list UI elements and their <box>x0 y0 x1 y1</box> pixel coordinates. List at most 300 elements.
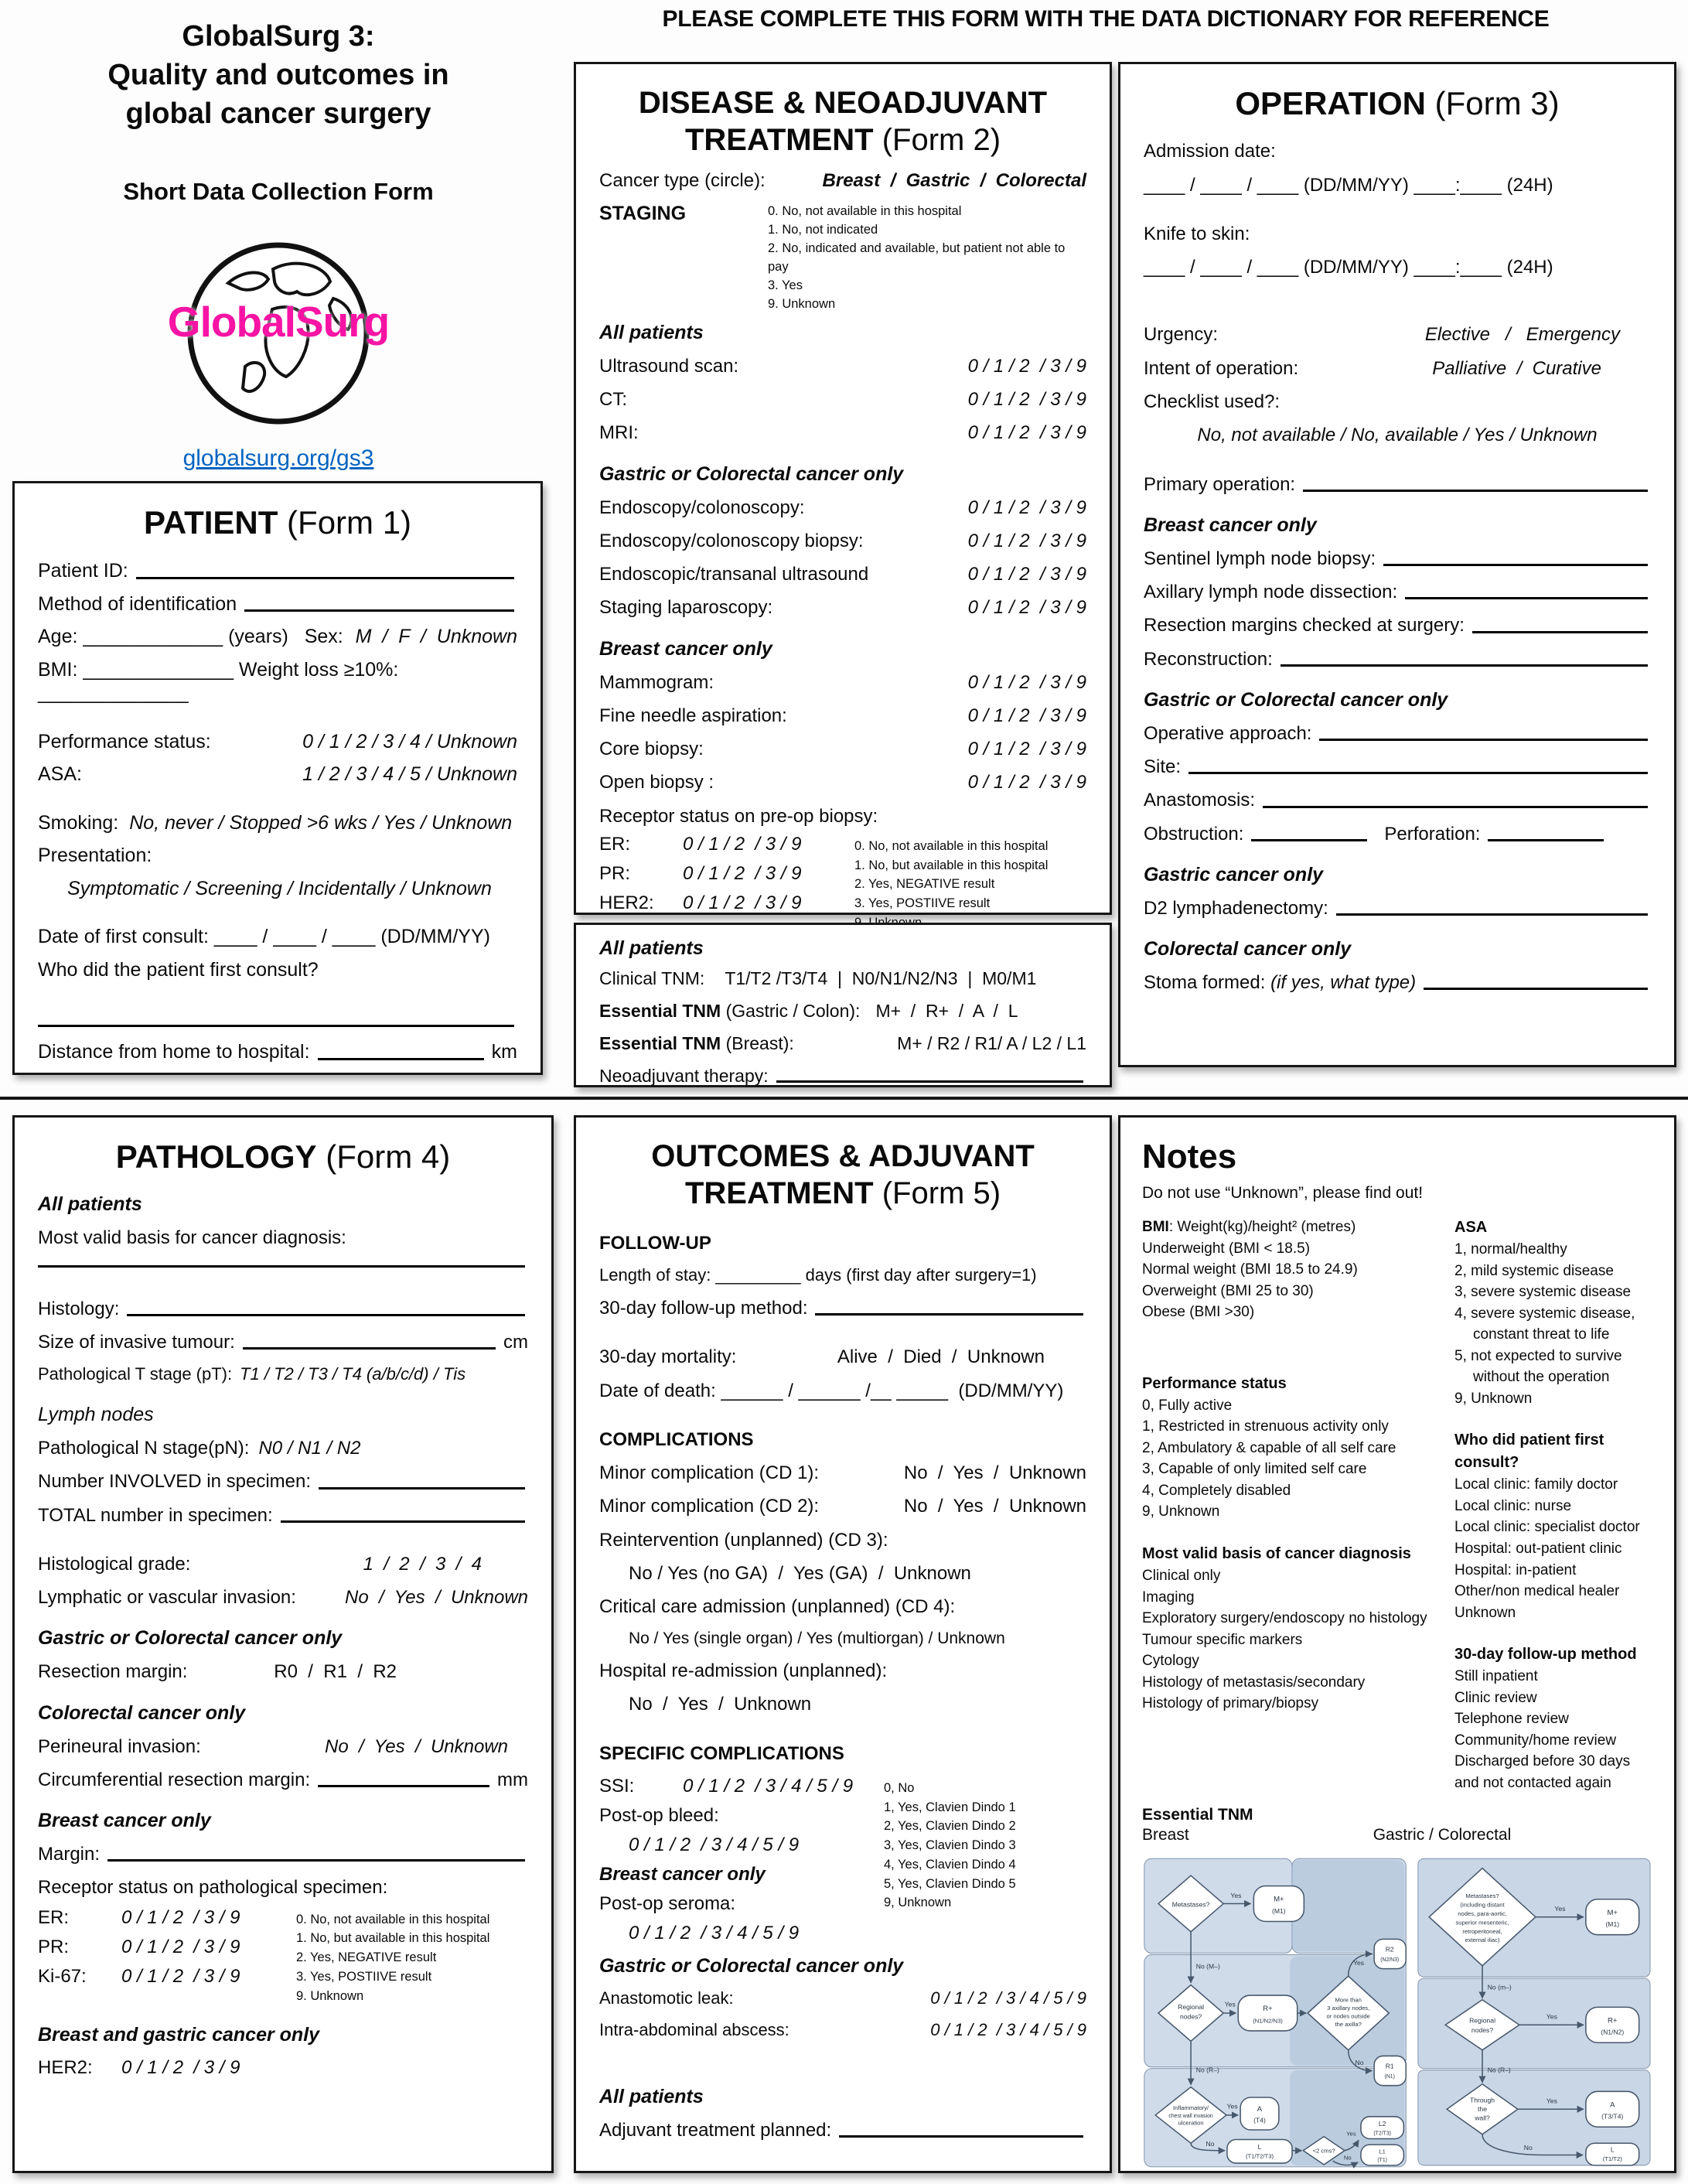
blank-line <box>776 1080 1083 1083</box>
field-intent <box>1144 357 1651 380</box>
panel-title-main: PATIENT <box>143 504 278 541</box>
scale-options: 0 / 1 / 2 / 3 / 9 <box>967 422 1086 444</box>
legend-line: 4, Yes, Clavien Dindo 4 <box>884 1857 1016 1872</box>
field-label: Critical care admission (unplanned) (CD 4): <box>599 1596 956 1618</box>
flow-node-label: L1 <box>1379 2148 1386 2156</box>
panel-title-line2: TREATMENT <box>684 1176 874 1210</box>
field-performance-status <box>38 730 517 754</box>
flow-node-label: (M1) <box>1605 1920 1620 1929</box>
legend-line: 1. No, but available in this hospital <box>854 858 1049 872</box>
scale-options: 0 / 1 / 2 / 3 / 9 <box>121 1906 240 1928</box>
legend-line: 2. Yes, NEGATIVE result <box>854 877 995 892</box>
flow-node-label: Inflammatory/ <box>1172 2104 1209 2112</box>
cd4-options-row <box>599 1629 1086 1649</box>
legend-line: 5, Yes, Clavien Dindo 5 <box>884 1876 1016 1891</box>
legend-line: 0. No, not available in this hospital <box>768 204 962 219</box>
flow-node-label: More than <box>1335 1997 1362 2005</box>
field-label: D2 lymphadenectomy: <box>1144 897 1328 919</box>
scale-options: 0 / 1 / 2 / 3 / 4 / 5 / 9 <box>629 1834 800 1855</box>
note-line: Tumour specific markers <box>1142 1631 1303 1648</box>
sex-options: M / F / Unknown <box>355 626 517 648</box>
spacer <box>38 1282 528 1298</box>
section-follow-up <box>599 1232 1086 1254</box>
note-line: Local clinic: nurse <box>1454 1497 1572 1514</box>
essential-tnm-chart-labels <box>1142 1826 1652 1844</box>
field-adjuvant-treatment <box>599 2119 1086 2141</box>
field-label: (Gastric / Colon): <box>721 1001 861 1022</box>
field-label: Pathological T stage (pT): <box>38 1364 233 1384</box>
disease-neoadjuvant-form-panel <box>574 62 1112 915</box>
field-label: Admission date: <box>1144 141 1276 162</box>
field-age-sex <box>38 625 517 649</box>
blank-line <box>244 609 514 612</box>
field-label: Reconstruction: <box>1144 648 1273 670</box>
field-postop-seroma <box>599 1893 884 1915</box>
field-ct <box>599 388 1086 411</box>
panel-title <box>599 84 1086 159</box>
note-line: 3, Capable of only limited self care <box>1142 1461 1367 1478</box>
field-sentinel-biopsy <box>1144 548 1651 570</box>
field-urgency <box>1144 323 1651 346</box>
note-line: Other/non medical healer <box>1454 1583 1620 1600</box>
blank-line <box>839 2135 1083 2138</box>
spacer <box>1142 1323 1454 1373</box>
flow-node-label: (N1/N2) <box>1601 2029 1625 2037</box>
legend-line: 9, Unknown <box>884 1896 952 1910</box>
flow-node-label: R+ <box>1263 2005 1273 2014</box>
flow-node-label: (N1/N2/N3) <box>1253 2017 1283 2025</box>
field-ssi <box>599 1776 884 1797</box>
scale-options: 0 / 1 / 2 / 3 / 4 / 5 / 9 <box>683 1775 854 1797</box>
section-lymph-nodes: Lymph nodes <box>38 1404 154 1426</box>
field-mri <box>599 421 1086 444</box>
checklist-options: No, not available / No, available / Yes / Unknown <box>1197 425 1598 446</box>
section-gastric-colorectal: Gastric or Colorectal cancer only <box>1144 688 1448 711</box>
field-pr <box>599 863 854 885</box>
field-clinical-tnm <box>599 967 1086 989</box>
field-staging-laparoscopy <box>599 596 1086 619</box>
panel-title-suffix: (Form 5) <box>873 1176 1001 1210</box>
field-label: Date of first consult: ____ / ____ / ____ (DD/MM/YY) <box>38 926 490 948</box>
field-ultrasound <box>599 355 1086 377</box>
field-label: ER: <box>38 1906 70 1928</box>
field-resection-margins-checked <box>1144 614 1651 636</box>
field-label: Checklist used?: <box>1144 391 1280 412</box>
field-ki67 <box>38 1966 296 1988</box>
note-line: Discharged before 30 days <box>1454 1753 1631 1770</box>
tnm-subpanel <box>574 923 1112 1087</box>
notes-panel <box>1118 1115 1676 2173</box>
legend-line: 3, Yes, Clavien Dindo 3 <box>884 1838 1016 1853</box>
cancer-type-options: Breast / Gastric / Colorectal <box>822 170 1086 191</box>
pn-options: N0 / N1 / N2 <box>258 1438 361 1459</box>
field-label-bold: Essential TNM <box>599 1033 721 1054</box>
field-label: Fine needle aspiration: <box>599 705 787 726</box>
flow-edge-label: No (R–) <box>1195 2066 1219 2074</box>
legend-line: 1. No, but available in this hospital <box>296 1931 490 1946</box>
study-title-line2: Quality and outcomes in <box>107 59 449 92</box>
flow-node-label: external iliac) <box>1465 1937 1500 1944</box>
tnm-flowcharts <box>1142 1849 1652 2177</box>
field-presentation <box>38 844 517 868</box>
performance-options: 0 / 1 / 2 / 3 / 4 / Unknown <box>302 730 517 752</box>
field-label: Perineural invasion: <box>38 1735 201 1757</box>
mortality-options: Alive / Died / Unknown <box>837 1346 1045 1368</box>
field-patient-id <box>38 559 517 583</box>
flow-edge-label: No <box>1343 2154 1352 2162</box>
scale-options: 0 / 1 / 2 / 3 / 9 <box>683 833 802 855</box>
field-label: Histological grade: <box>38 1553 191 1575</box>
field-label: (Breast): <box>721 1033 794 1054</box>
flow-node-label: Metastases? <box>1171 1900 1210 1909</box>
note-line: Unknown <box>1454 1604 1516 1621</box>
scale-options: 0 / 1 / 2 / 3 / 9 <box>967 389 1086 411</box>
specific-rows <box>599 1776 884 1952</box>
field-label: Ki-67: <box>38 1965 87 1987</box>
field-label: Length of stay: _________ days (first day after surgery=1) <box>599 1265 1037 1285</box>
spacer <box>599 1330 1086 1346</box>
scale-options: 0 / 1 / 2 / 3 / 9 <box>683 862 802 884</box>
field-label: Circumferential resection margin: <box>38 1769 311 1790</box>
field-label: 30-day mortality: <box>599 1346 737 1368</box>
field-anastomotic-leak <box>599 1988 1086 2009</box>
clavien-dindo-legend <box>884 1776 1086 1952</box>
notes-intro: Do not use “Unknown”, please find out! <box>1142 1184 1424 1202</box>
section-all-patients: All patients <box>599 937 704 959</box>
study-title-line1: GlobalSurg 3: <box>182 20 375 53</box>
field-bmi-weightloss <box>38 658 517 705</box>
flow-edge-label: Yes <box>1346 2131 1356 2138</box>
field-asa <box>38 763 517 787</box>
blank-line <box>1251 839 1367 841</box>
flow-node-label: the <box>1478 2105 1488 2114</box>
field-cd2 <box>599 1495 1086 1517</box>
scale-options: 0 / 1 / 2 / 3 / 9 <box>121 1965 240 1987</box>
website-link[interactable]: globalsurg.org/gs3 <box>182 445 374 472</box>
field-cd1 <box>599 1462 1086 1484</box>
pathology-form-panel <box>12 1115 554 2173</box>
field-cd3 <box>599 1529 1086 1551</box>
panel-title-line1: OUTCOMES & ADJUVANT <box>651 1139 1035 1173</box>
legend-line: 9. Unknown <box>296 1988 364 2003</box>
note-line: Cytology <box>1142 1653 1199 1670</box>
field-label-bold: Essential TNM <box>599 1001 721 1022</box>
flow-edge-label: Yes <box>1230 1892 1242 1900</box>
field-crm <box>38 1769 528 1791</box>
field-postop-bleed <box>599 1805 884 1827</box>
scale-options: 0 / 1 / 2 / 3 / 4 / 5 / 9 <box>930 2019 1086 2039</box>
field-label: Operative approach: <box>1144 722 1312 744</box>
flow-node-label: chest wall invasion <box>1168 2114 1213 2120</box>
blank-line <box>1472 631 1648 633</box>
spacer <box>599 1413 1086 1428</box>
field-label: Who did the patient first consult? <box>38 958 319 981</box>
presentation-options-row <box>38 877 517 901</box>
section-breast-only: Breast cancer only <box>599 637 772 660</box>
perineural-options: No / Yes / Unknown <box>324 1735 508 1757</box>
form-subtitle: Short Data Collection Form <box>123 178 434 206</box>
spacer <box>1144 207 1651 223</box>
flow-node-label: (T1/T2/T3) <box>1245 2152 1274 2160</box>
spacer <box>1454 1623 1652 1643</box>
field-label: Minor complication (CD 2): <box>599 1496 820 1517</box>
specific-complications-block <box>599 1776 1086 1952</box>
note-line: without the operation <box>1473 1369 1610 1386</box>
note-line: Telephone review <box>1454 1711 1569 1728</box>
field-admission-date <box>1144 140 1651 162</box>
unit-label: km <box>491 1041 517 1063</box>
field-checklist <box>1144 391 1651 413</box>
field-label: Stoma formed: <box>1144 972 1271 994</box>
flow-edge-label: Yes <box>1226 2102 1238 2111</box>
section-divider <box>0 1097 1688 1100</box>
field-label: Site: <box>1144 756 1182 778</box>
legend-line: 3. Yes <box>768 278 803 292</box>
field-label: Lymphatic or vascular invasion: <box>38 1587 296 1609</box>
note-line: Exploratory surgery/endoscopy no histology <box>1142 1610 1427 1627</box>
section-all-patients: All patients <box>599 2085 704 2107</box>
field-label: Obstruction: <box>1144 823 1244 845</box>
field-label: HER2: <box>599 892 654 913</box>
field-reconstruction <box>1144 648 1651 671</box>
field-label: Size of invasive tumour: <box>38 1331 235 1353</box>
essential-tnm-breast-options: M+ / R2 / R1/ A / L2 / L1 <box>897 1033 1086 1054</box>
panel-title-suffix: (Form 4) <box>316 1138 451 1175</box>
staging-label: STAGING <box>599 203 687 225</box>
section-all-patients: All patients <box>38 1193 142 1216</box>
spacer <box>38 991 517 1025</box>
field-label: Core biopsy: <box>599 739 704 760</box>
field-label: Resection margins checked at surgery: <box>1144 615 1465 636</box>
field-d2-lymphadenectomy <box>1144 897 1651 920</box>
flow-edge-label: Yes <box>1546 2097 1558 2106</box>
field-margin <box>38 1843 528 1865</box>
breast-tnm-flowchart <box>1142 1849 1408 2177</box>
scale-options: 0 / 1 / 2 / 3 / 9 <box>967 739 1086 760</box>
flow-node-label: (M1) <box>1272 1907 1286 1916</box>
field-histology <box>38 1298 528 1320</box>
answer-line-row <box>38 1265 528 1271</box>
legend-line: 9. Unknown <box>768 296 836 311</box>
urgency-options: Elective / Emergency <box>1424 324 1620 346</box>
field-label: Ultrasound scan: <box>599 355 739 377</box>
section-colorectal-only: Colorectal cancer only <box>1144 938 1352 961</box>
flow-edge-label: Yes <box>1546 2013 1558 2022</box>
followup-method-heading: 30-day follow-up method <box>1454 1646 1637 1664</box>
clinical-tnm-options: T1/T2 /T3/T4 | N0/N1/N2/N3 | M0/M1 <box>725 968 1037 988</box>
gastric-colorectal-tnm-flowchart <box>1416 1849 1652 2177</box>
notes-left-column <box>1142 1217 1454 1793</box>
admission-date-line <box>1144 174 1651 196</box>
field-label: TOTAL number in specimen: <box>38 1504 273 1526</box>
blank-line <box>318 1058 484 1060</box>
flow-node-label: (including distant <box>1460 1901 1505 1909</box>
field-lymphovascular-invasion <box>38 1586 528 1609</box>
legend-line: 1. No, not indicated <box>768 223 878 237</box>
field-date-of-death <box>599 1380 1086 1402</box>
field-method-of-identification <box>38 592 517 616</box>
field-label: 30-day follow-up method: <box>599 1298 808 1319</box>
field-label: Histology: <box>38 1298 120 1319</box>
smoking-options: No, never / Stopped >6 wks / Yes / Unknown <box>129 811 513 834</box>
spacer <box>1144 289 1651 323</box>
field-label: Method of identification <box>38 592 237 615</box>
flow-node-label: nodes? <box>1179 2013 1202 2022</box>
field-fine-needle-aspiration <box>599 705 1086 727</box>
field-knife-to-skin <box>1144 223 1651 245</box>
scale-options: 0 / 1 / 2 / 3 / 9 <box>967 772 1086 793</box>
note-line: 1, Restricted in strenuous activity only <box>1142 1418 1389 1435</box>
section-label: Breast cancer only <box>599 1863 766 1885</box>
bmi-formula: : Weight(kg)/height² (metres) <box>1168 1219 1356 1235</box>
scale-options: 0 / 1 / 2 / 3 / 9 <box>967 705 1086 726</box>
field-tumour-size <box>38 1331 528 1353</box>
flow-node-label: (T2/T3) <box>1373 2131 1391 2138</box>
note-line: 2, mild systemic disease <box>1454 1262 1614 1279</box>
note-line: Overweight (BMI 25 to 30) <box>1142 1282 1314 1299</box>
date-blanks: ____ / ____ / ____ (DD/MM/YY) ____:____ (24H) <box>1144 174 1553 196</box>
scale-options: 0 / 1 / 2 / 3 / 9 <box>967 564 1086 585</box>
scale-options: 0 / 1 / 2 / 3 / 4 / 5 / 9 <box>930 1988 1086 2008</box>
section-breast-only: Breast cancer only <box>38 1810 211 1832</box>
note-line: Hospital: in-patient <box>1454 1561 1577 1578</box>
essential-tnm-gc-options: M+ / R+ / A / L <box>875 1001 1018 1022</box>
scale-options: 0 / 1 / 2 / 3 / 9 <box>121 1936 240 1957</box>
section-gastric-colorectal: Gastric or Colorectal cancer only <box>38 1627 343 1650</box>
resection-margin-options: R0 / R1 / R2 <box>274 1661 397 1683</box>
field-label: Age: _____________ (years) Sex: <box>38 626 343 648</box>
field-histological-grade <box>38 1553 528 1575</box>
field-label: Open biopsy : <box>599 772 714 793</box>
field-label: ASA: <box>38 763 82 786</box>
cd2-options: No / Yes / Unknown <box>903 1496 1086 1517</box>
field-label: HER2: <box>38 2057 93 2079</box>
field-label: Sentinel lymph node biopsy: <box>1144 548 1376 569</box>
checklist-options-row <box>1144 424 1651 446</box>
flow-edge-label: No <box>1523 2144 1533 2152</box>
scale-options: 0 / 1 / 2 / 3 / 9 <box>967 355 1086 377</box>
field-date-first-consult <box>38 925 517 949</box>
receptor-block <box>38 1907 528 2006</box>
section-gastric-colorectal: Gastric or Colorectal cancer only <box>599 462 904 485</box>
field-length-of-stay <box>599 1265 1086 1286</box>
note-line: Community/home review <box>1454 1732 1617 1749</box>
field-label: BMI: ______________ Weight loss ≥10%: ______________ <box>38 658 410 705</box>
flow-edge-label: No (M–) <box>1195 1963 1220 1971</box>
cd1-options: No / Yes / Unknown <box>903 1462 1086 1484</box>
spacer <box>1142 1523 1454 1543</box>
field-label: Anastomosis: <box>1144 790 1256 811</box>
scale-options: 0 / 1 / 2 / 3 / 9 <box>967 497 1086 518</box>
scale-options: 0 / 1 / 2 / 3 / 9 <box>967 597 1086 619</box>
flow-node-label: A <box>1257 2105 1263 2114</box>
flow-node-label: (T1) <box>1377 2158 1387 2164</box>
masthead <box>23 17 534 472</box>
flow-node-label: <2 cms? <box>1312 2148 1335 2155</box>
field-who-first-consult <box>38 958 517 982</box>
field-label: Number INVOLVED in specimen: <box>38 1471 312 1493</box>
scale-options: 0 / 1 / 2 / 3 / 9 <box>967 671 1086 693</box>
spacer <box>599 1727 1086 1742</box>
readmission-options-row <box>599 1693 1086 1715</box>
flow-node-label: (T3/T4) <box>1601 2113 1624 2121</box>
field-open-biopsy <box>599 771 1086 793</box>
flow-node-label: R+ <box>1608 2016 1618 2025</box>
field-label: Intent of operation: <box>1144 357 1299 379</box>
legend-line: 0. No, not available in this hospital <box>296 1912 490 1926</box>
field-label: Anastomotic leak: <box>599 1988 734 2008</box>
section-breast-gastric-only: Breast and gastric cancer only <box>38 2024 320 2046</box>
field-resection-margin <box>38 1660 528 1683</box>
field-cd4 <box>599 1595 1086 1618</box>
blank-line <box>127 1314 525 1316</box>
panel-title-line1: DISEASE & NEOADJUVANT <box>638 86 1048 120</box>
receptor-legend <box>296 1907 528 2006</box>
flow-edge-label: Yes <box>1224 2000 1236 2008</box>
note-line: and not contacted again <box>1454 1774 1611 1791</box>
receptor-status-title <box>599 805 1086 828</box>
note-line: 5, not expected to survive <box>1454 1347 1622 1364</box>
readmission-options: No / Yes / Unknown <box>629 1694 812 1715</box>
note-line: Imaging <box>1142 1589 1195 1606</box>
flow-node-label: Through <box>1470 2097 1495 2105</box>
field-label-italic: (if yes, what type) <box>1270 972 1417 994</box>
field-label: Post-op seroma: <box>599 1892 736 1914</box>
note-line: Clinical only <box>1142 1568 1221 1585</box>
notes-right-column <box>1454 1217 1652 1793</box>
field-label: Knife to skin: <box>1144 223 1250 244</box>
blank-line <box>38 1265 525 1268</box>
flow-edge-label: Yes <box>1554 1905 1566 1913</box>
legend-line: 0. No, not available in this hospital <box>854 838 1049 853</box>
note-line: Normal weight (BMI 18.5 to 24.9) <box>1142 1261 1358 1278</box>
field-label: ER: <box>599 833 631 855</box>
blank-line <box>1280 664 1648 667</box>
field-followup-method <box>599 1297 1086 1319</box>
legend-line: 3. Yes, POSTIIVE result <box>296 1969 432 1984</box>
note-line: Histology of primary/biopsy <box>1142 1695 1319 1712</box>
section-gastric-only: Gastric cancer only <box>1144 863 1324 886</box>
field-label: Adjuvant treatment planned: <box>599 2119 832 2141</box>
flow-node-label: wall? <box>1475 2114 1490 2123</box>
field-essential-tnm-breast <box>599 1032 1086 1054</box>
field-primary-operation <box>1144 473 1651 496</box>
presentation-options: Symptomatic / Screening / Incidentally / Unknown <box>67 877 492 899</box>
blank-line <box>107 1859 525 1862</box>
field-30day-mortality <box>599 1346 1086 1368</box>
field-label: Axillary lymph node dissection: <box>1144 582 1398 603</box>
staging-legend <box>768 203 1086 314</box>
flow-edge-label: No (m–) <box>1487 1983 1512 1991</box>
note-line: 9, Unknown <box>1454 1390 1533 1407</box>
field-label: Most valid basis for cancer diagnosis: <box>38 1227 346 1249</box>
field-her2 <box>599 892 854 914</box>
scale-options: 0 / 1 / 2 / 3 / 4 / 5 / 9 <box>629 1922 800 1943</box>
field-core-biopsy <box>599 738 1086 760</box>
field-label: Mammogram: <box>599 671 714 693</box>
field-label: Endoscopic/transanal ultrasound <box>599 564 869 585</box>
blank-line <box>1488 839 1604 841</box>
panel-title <box>599 1138 1086 1212</box>
blank-line <box>1383 564 1648 566</box>
panel-title <box>38 503 517 542</box>
field-pt-stage <box>38 1364 528 1385</box>
note-line: 3, severe systemic disease <box>1454 1284 1632 1301</box>
field-label: Receptor status on pre-op biopsy: <box>599 805 878 827</box>
scale-options: 0 / 1 / 2 / 3 / 9 <box>121 2057 240 2079</box>
blank-line <box>1188 772 1648 774</box>
flow-node-label: (N1) <box>1384 2074 1395 2080</box>
